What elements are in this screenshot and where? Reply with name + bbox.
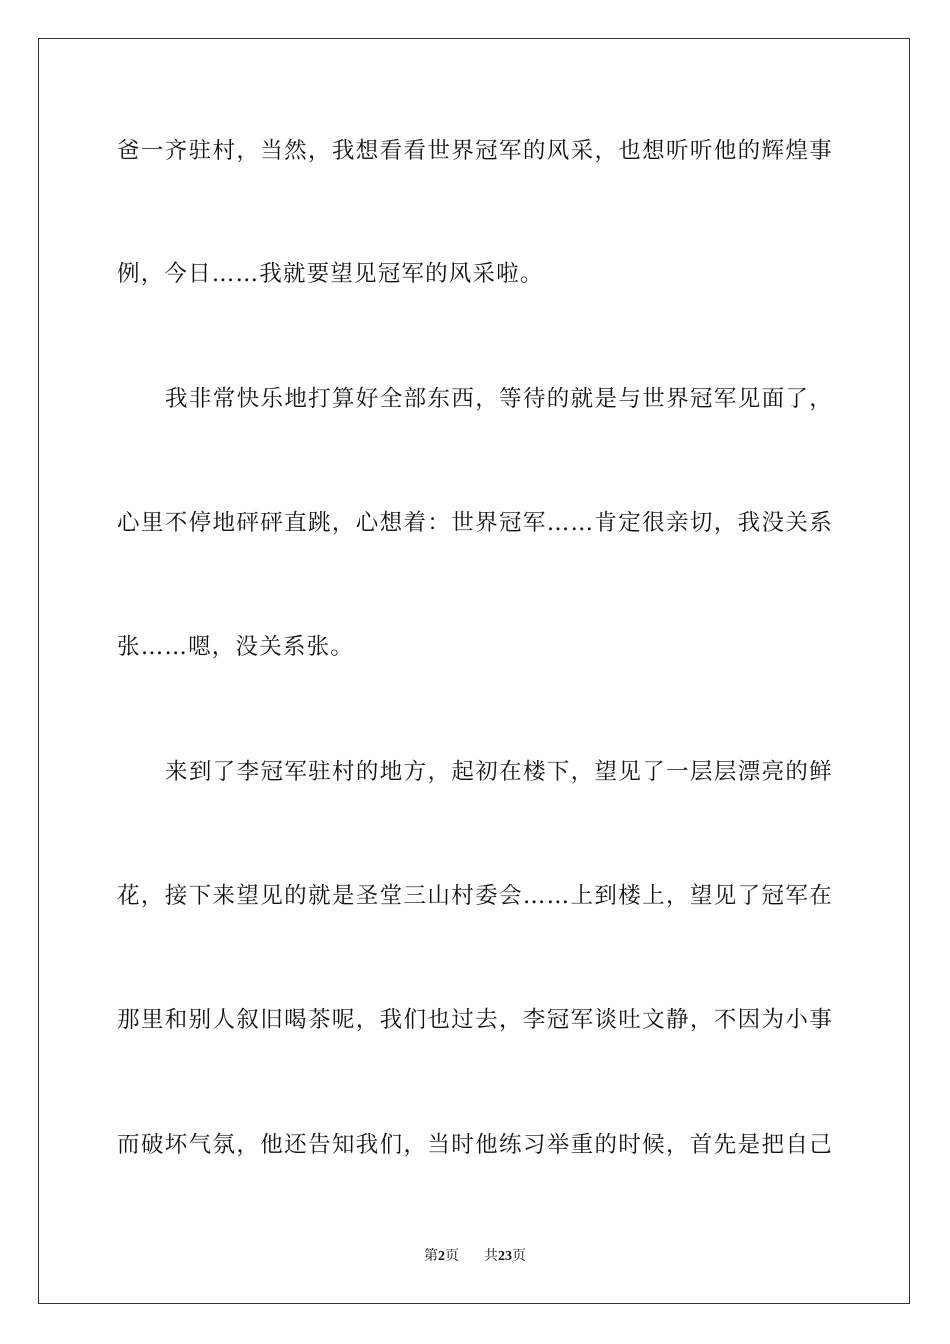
page-frame [38,38,910,1304]
body-line-3: 我非常快乐地打算好全部东西，等待的就是与世界冠军见面了， [165,386,833,412]
body-line-8: 那里和别人叙旧喝茶呢，我们也过去，李冠军谈吐文静，不因为小事 [117,1007,833,1033]
body-line-4: 心里不停地砰砰直跳，心想着：世界冠军……肯定很亲切，我没关系 [117,510,833,536]
body-line-2: 例，今日……我就要望见冠军的风采啦。 [117,261,544,287]
body-line-5: 张……嗯，没关系张。 [117,634,355,660]
total-suffix: 页 [511,1248,526,1264]
body-line-6: 来到了李冠军驻村的地方，起初在楼下，望见了一层层漂亮的鲜 [165,759,833,785]
body-line-9: 而破坏气氛，他还告知我们，当时他练习举重的时候，首先是把自己 [117,1132,833,1158]
body-line-1: 爸一齐驻村，当然，我想看看世界冠军的风采，也想听听他的辉煌事 [117,138,833,164]
page-footer [0,1246,950,1267]
body-line-7: 花，接下来望见的就是圣堂三山村委会……上到楼上，望见了冠军在 [117,883,833,909]
total-prefix: 共 [483,1248,498,1264]
total-pages: 23 [497,1249,512,1264]
page-number: 2 [438,1249,446,1264]
page-suffix: 页 [445,1248,460,1264]
page-prefix: 第 [424,1248,439,1264]
